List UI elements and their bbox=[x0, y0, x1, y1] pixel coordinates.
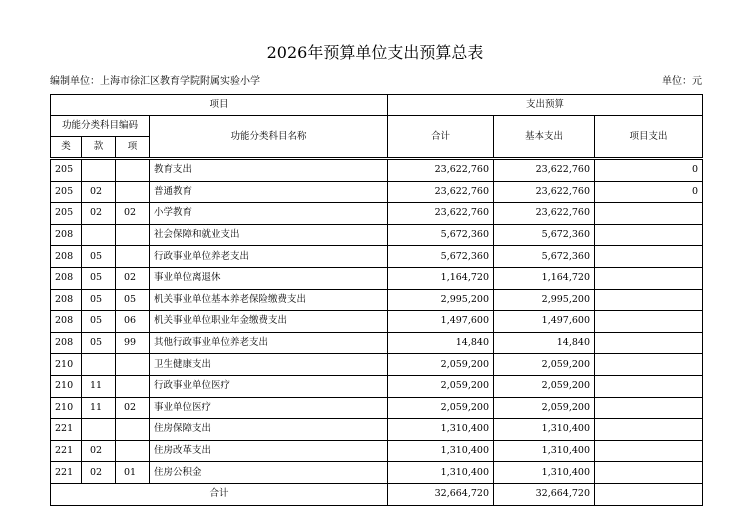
cell-kuan bbox=[82, 419, 116, 441]
header-total: 合计 bbox=[388, 116, 494, 159]
cell-project: 0 bbox=[595, 181, 703, 203]
cell-name: 住房保障支出 bbox=[150, 419, 388, 441]
cell-basic: 14,840 bbox=[494, 332, 595, 354]
cell-lei: 208 bbox=[51, 267, 82, 289]
table-row bbox=[51, 289, 703, 311]
table-row bbox=[51, 462, 703, 484]
cell-kuan: 05 bbox=[82, 267, 116, 289]
cell-lei: 210 bbox=[51, 375, 82, 397]
cell-project bbox=[595, 354, 703, 376]
cell-lei: 208 bbox=[51, 311, 82, 333]
cell-total: 23,622,760 bbox=[388, 159, 494, 182]
table-row bbox=[51, 181, 703, 203]
table-row bbox=[51, 332, 703, 354]
header-lei: 类 bbox=[51, 137, 82, 159]
cell-project bbox=[595, 332, 703, 354]
cell-name: 事业单位离退休 bbox=[150, 267, 388, 289]
page-title: 2026年预算单位支出预算总表 bbox=[266, 43, 484, 62]
cell-total: 2,995,200 bbox=[388, 289, 494, 311]
cell-basic: 1,310,400 bbox=[494, 419, 595, 441]
cell-basic: 5,672,360 bbox=[494, 224, 595, 246]
cell-xiang: 06 bbox=[116, 311, 150, 333]
cell-total: 2,059,200 bbox=[388, 354, 494, 376]
table-row bbox=[51, 203, 703, 225]
cell-xiang bbox=[116, 419, 150, 441]
cell-name: 教育支出 bbox=[150, 159, 388, 182]
header-item: 项目 bbox=[51, 95, 388, 116]
table-row bbox=[51, 267, 703, 289]
table-row bbox=[51, 397, 703, 419]
header-budget: 支出预算 bbox=[388, 95, 703, 116]
cell-kuan bbox=[82, 224, 116, 246]
cell-name: 卫生健康支出 bbox=[150, 354, 388, 376]
cell-project: 0 bbox=[595, 159, 703, 182]
cell-name: 机关事业单位基本养老保险缴费支出 bbox=[150, 289, 388, 311]
cell-lei: 205 bbox=[51, 203, 82, 225]
cell-project bbox=[595, 419, 703, 441]
table-row bbox=[51, 419, 703, 441]
cell-name: 住房改革支出 bbox=[150, 440, 388, 462]
cell-name: 行政事业单位养老支出 bbox=[150, 246, 388, 268]
header-basic: 基本支出 bbox=[494, 116, 595, 159]
cell-lei: 221 bbox=[51, 462, 82, 484]
cell-xiang: 99 bbox=[116, 332, 150, 354]
currency-label: 单位：元 bbox=[662, 76, 702, 87]
cell-total: 1,310,400 bbox=[388, 440, 494, 462]
cell-xiang bbox=[116, 440, 150, 462]
cell-lei: 210 bbox=[51, 354, 82, 376]
total-sum: 32,664,720 bbox=[388, 483, 494, 505]
cell-project bbox=[595, 375, 703, 397]
cell-basic: 2,995,200 bbox=[494, 289, 595, 311]
cell-xiang bbox=[116, 375, 150, 397]
cell-lei: 205 bbox=[51, 159, 82, 182]
total-basic: 32,664,720 bbox=[494, 483, 595, 505]
table-row bbox=[51, 159, 703, 182]
cell-kuan: 05 bbox=[82, 289, 116, 311]
cell-project bbox=[595, 462, 703, 484]
table-row bbox=[51, 224, 703, 246]
budget-table bbox=[50, 94, 703, 506]
total-row bbox=[51, 483, 703, 505]
cell-xiang: 02 bbox=[116, 397, 150, 419]
cell-total: 2,059,200 bbox=[388, 375, 494, 397]
cell-xiang: 02 bbox=[116, 203, 150, 225]
cell-kuan: 02 bbox=[82, 440, 116, 462]
cell-lei: 221 bbox=[51, 440, 82, 462]
cell-basic: 1,310,400 bbox=[494, 462, 595, 484]
cell-kuan: 11 bbox=[82, 397, 116, 419]
cell-kuan: 02 bbox=[82, 462, 116, 484]
cell-kuan: 05 bbox=[82, 246, 116, 268]
cell-basic: 5,672,360 bbox=[494, 246, 595, 268]
cell-total: 2,059,200 bbox=[388, 397, 494, 419]
header-kuan: 款 bbox=[82, 137, 116, 159]
cell-basic: 1,310,400 bbox=[494, 440, 595, 462]
table-row bbox=[51, 354, 703, 376]
cell-total: 1,164,720 bbox=[388, 267, 494, 289]
header-xiang: 项 bbox=[116, 137, 150, 159]
cell-project bbox=[595, 267, 703, 289]
cell-project bbox=[595, 397, 703, 419]
total-label: 合计 bbox=[51, 483, 388, 505]
cell-lei: 208 bbox=[51, 224, 82, 246]
cell-name: 机关事业单位职业年金缴费支出 bbox=[150, 311, 388, 333]
header-project: 项目支出 bbox=[595, 116, 703, 159]
header-func-name: 功能分类科目名称 bbox=[150, 116, 388, 159]
cell-kuan: 02 bbox=[82, 203, 116, 225]
cell-total: 5,672,360 bbox=[388, 246, 494, 268]
cell-xiang: 05 bbox=[116, 289, 150, 311]
cell-total: 23,622,760 bbox=[388, 181, 494, 203]
cell-xiang bbox=[116, 246, 150, 268]
cell-basic: 2,059,200 bbox=[494, 375, 595, 397]
cell-basic: 23,622,760 bbox=[494, 159, 595, 182]
cell-name: 其他行政事业单位养老支出 bbox=[150, 332, 388, 354]
cell-name: 普通教育 bbox=[150, 181, 388, 203]
cell-xiang bbox=[116, 181, 150, 203]
cell-lei: 208 bbox=[51, 332, 82, 354]
cell-project bbox=[595, 311, 703, 333]
cell-lei: 208 bbox=[51, 246, 82, 268]
table-row bbox=[51, 375, 703, 397]
cell-xiang bbox=[116, 354, 150, 376]
cell-name: 小学教育 bbox=[150, 203, 388, 225]
cell-xiang: 02 bbox=[116, 267, 150, 289]
cell-basic: 2,059,200 bbox=[494, 354, 595, 376]
cell-name: 社会保障和就业支出 bbox=[150, 224, 388, 246]
cell-name: 事业单位医疗 bbox=[150, 397, 388, 419]
cell-lei: 208 bbox=[51, 289, 82, 311]
cell-total: 1,310,400 bbox=[388, 462, 494, 484]
cell-lei: 205 bbox=[51, 181, 82, 203]
unit-label: 编制单位：上海市徐汇区教育学院附属实验小学 bbox=[50, 76, 260, 87]
cell-kuan: 02 bbox=[82, 181, 116, 203]
cell-total: 1,497,600 bbox=[388, 311, 494, 333]
cell-kuan: 11 bbox=[82, 375, 116, 397]
cell-xiang bbox=[116, 159, 150, 182]
total-project bbox=[595, 483, 703, 505]
table-row bbox=[51, 311, 703, 333]
cell-xiang: 01 bbox=[116, 462, 150, 484]
table-row bbox=[51, 246, 703, 268]
cell-xiang bbox=[116, 224, 150, 246]
cell-kuan bbox=[82, 159, 116, 182]
cell-lei: 210 bbox=[51, 397, 82, 419]
cell-basic: 1,497,600 bbox=[494, 311, 595, 333]
cell-project bbox=[595, 246, 703, 268]
cell-project bbox=[595, 224, 703, 246]
cell-project bbox=[595, 203, 703, 225]
cell-kuan: 05 bbox=[82, 332, 116, 354]
table-row bbox=[51, 440, 703, 462]
cell-basic: 23,622,760 bbox=[494, 203, 595, 225]
header-func-code: 功能分类科目编码 bbox=[51, 116, 150, 137]
cell-basic: 1,164,720 bbox=[494, 267, 595, 289]
cell-name: 住房公积金 bbox=[150, 462, 388, 484]
cell-basic: 2,059,200 bbox=[494, 397, 595, 419]
cell-kuan bbox=[82, 354, 116, 376]
cell-name: 行政事业单位医疗 bbox=[150, 375, 388, 397]
cell-total: 1,310,400 bbox=[388, 419, 494, 441]
cell-basic: 23,622,760 bbox=[494, 181, 595, 203]
cell-total: 14,840 bbox=[388, 332, 494, 354]
cell-lei: 221 bbox=[51, 419, 82, 441]
cell-project bbox=[595, 440, 703, 462]
cell-project bbox=[595, 289, 703, 311]
cell-total: 23,622,760 bbox=[388, 203, 494, 225]
cell-total: 5,672,360 bbox=[388, 224, 494, 246]
cell-kuan: 05 bbox=[82, 311, 116, 333]
